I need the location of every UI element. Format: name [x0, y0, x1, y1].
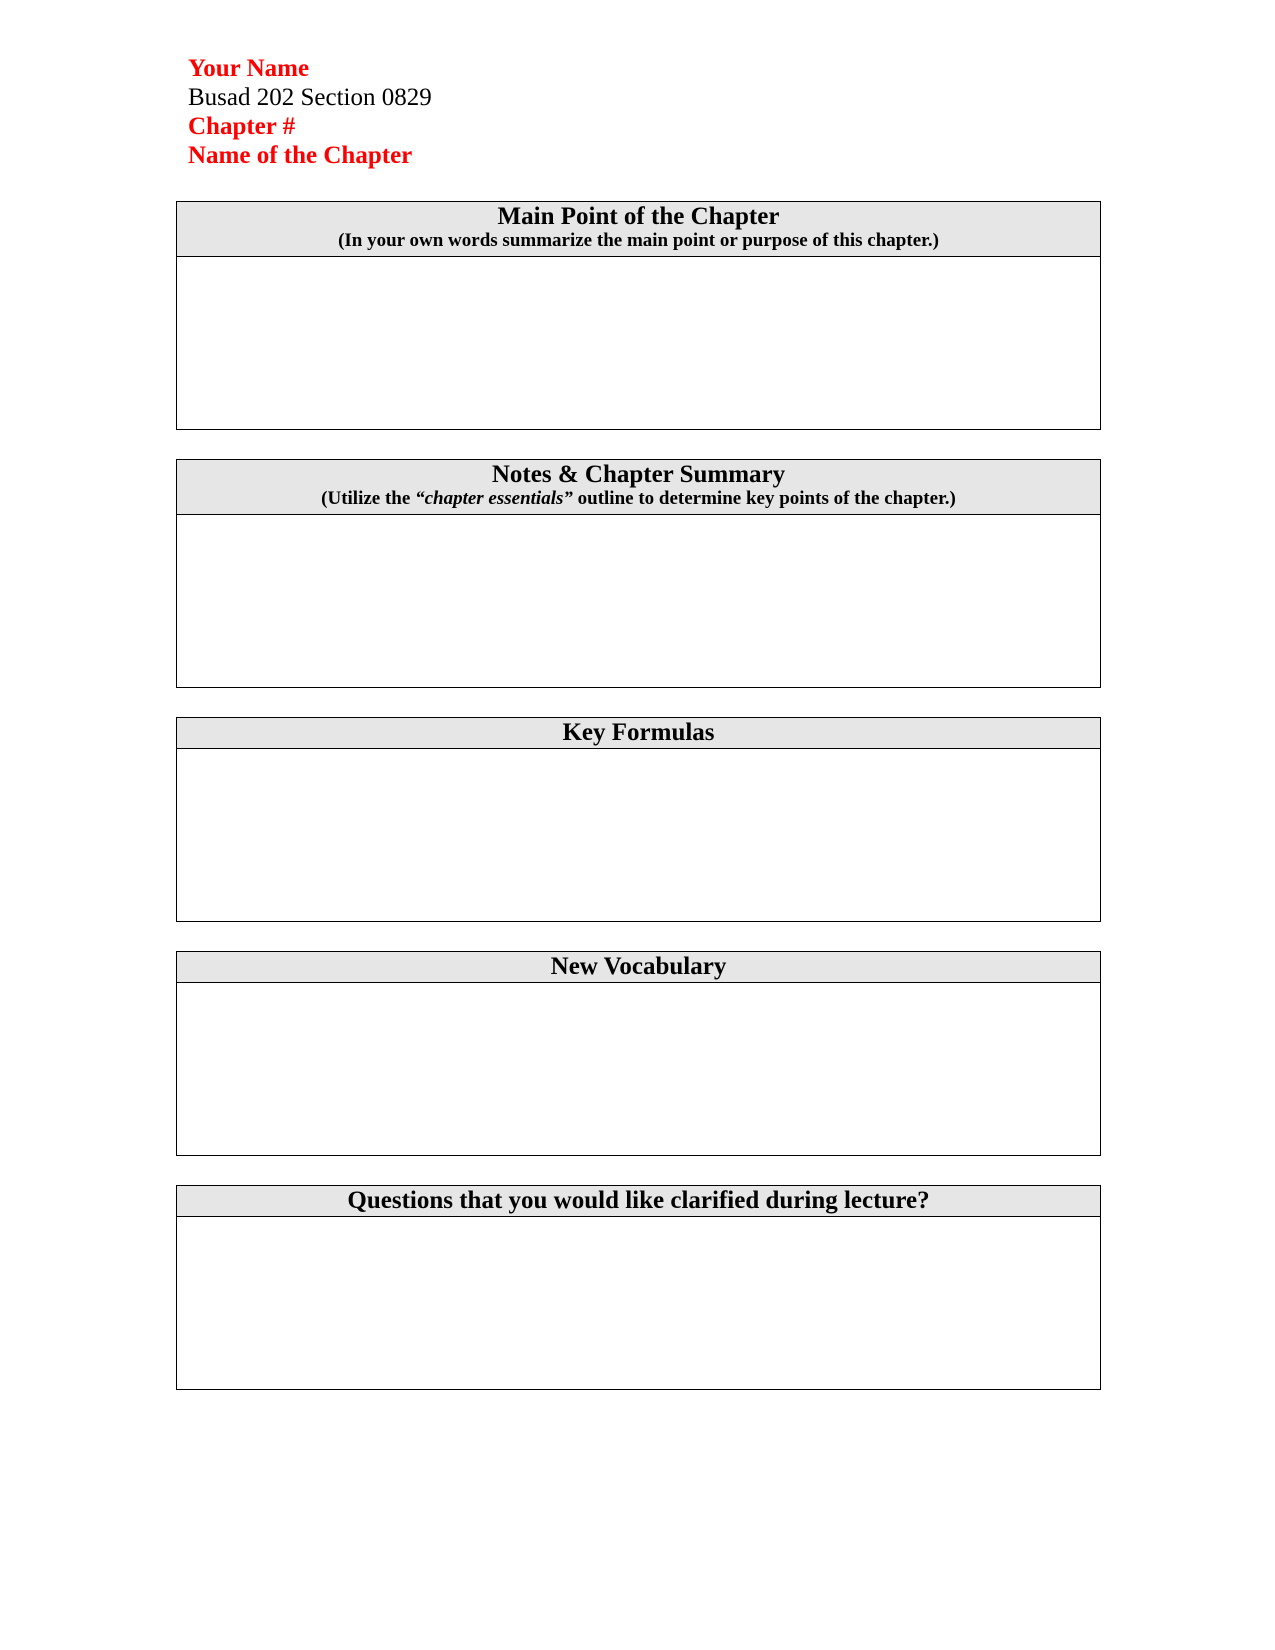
course-section: Busad 202 Section 0829 [188, 84, 432, 111]
new-vocabulary-title: New Vocabulary [550, 953, 727, 980]
notes-subtitle-post: outline to determine key points of the chapter.) [572, 488, 956, 509]
notes-subtitle-pre: (Utilize the [321, 488, 416, 509]
questions-header [177, 1186, 1100, 1217]
notes-summary-section [176, 459, 1101, 688]
new-vocabulary-header [177, 952, 1100, 983]
key-formulas-section [176, 717, 1101, 922]
main-point-title: Main Point of the Chapter [497, 203, 780, 230]
key-formulas-title: Key Formulas [562, 719, 715, 746]
questions-section [176, 1185, 1101, 1390]
notes-subtitle-italic: “chapter essentials” [415, 488, 573, 509]
key-formulas-header [177, 718, 1100, 749]
new-vocabulary-section [176, 951, 1101, 1156]
chapter-name: Name of the Chapter [188, 142, 413, 169]
document-header [188, 54, 432, 170]
main-point-section [176, 201, 1101, 430]
notes-summary-title: Notes & Chapter Summary [491, 461, 786, 488]
questions-title: Questions that you would like clarified during lecture? [347, 1187, 930, 1214]
main-point-subtitle: (In your own words summarize the main point or purpose of this chapter.) [338, 230, 939, 251]
notes-summary-subtitle [177, 488, 1100, 509]
chapter-number: Chapter # [188, 113, 296, 140]
notes-summary-header [177, 460, 1100, 515]
student-name: Your Name [188, 55, 310, 82]
main-point-header [177, 202, 1100, 257]
